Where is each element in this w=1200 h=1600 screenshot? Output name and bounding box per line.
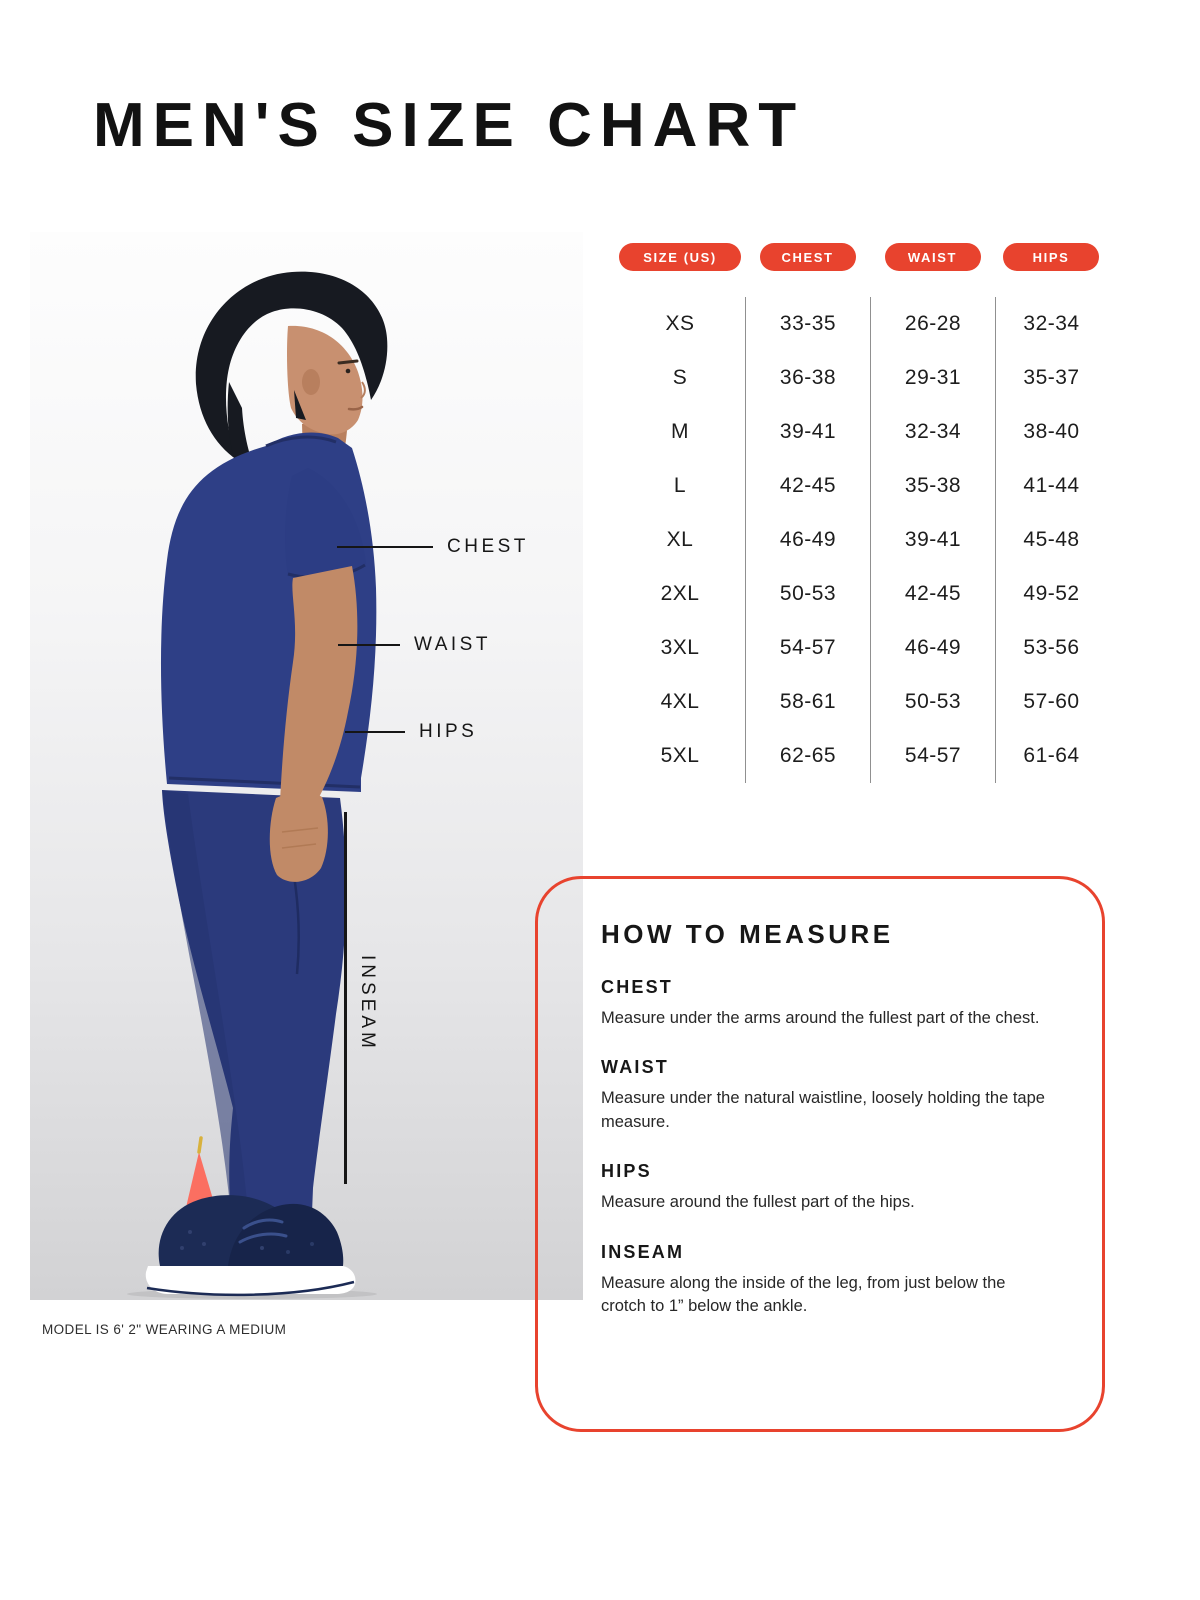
how-to-measure-box (535, 876, 1105, 1432)
size-table (615, 243, 1107, 783)
table-cell-chest: 39-41 (745, 405, 870, 459)
size-table-body (615, 297, 1107, 783)
table-cell-chest: 62-65 (745, 729, 870, 783)
size-table-header (615, 243, 1107, 271)
how-to-measure-title: HOW TO MEASURE (601, 919, 894, 949)
table-cell-chest: 33-35 (745, 297, 870, 351)
table-cell-size: 5XL (660, 744, 700, 767)
page-title: MEN'S SIZE CHART (93, 91, 805, 160)
inseam-label: INSEAM (357, 955, 378, 1052)
how-to-measure-sections (601, 977, 1047, 1319)
measure-section-heading: INSEAM (601, 1241, 685, 1262)
chest-callout (337, 536, 529, 558)
chest-label: CHEST (447, 536, 529, 557)
table-cell-size: M (671, 420, 689, 443)
table-cell-size: S (672, 366, 688, 389)
table-cell-chest: 50-53 (745, 567, 870, 621)
hips-callout (345, 721, 477, 743)
column-header-pill: WAIST (885, 243, 981, 271)
model-photo-panel (30, 232, 583, 1300)
column-header-pill: CHEST (760, 243, 856, 271)
table-row (615, 351, 1107, 405)
table-row (615, 567, 1107, 621)
table-cell-size: 2XL (660, 582, 700, 605)
table-cell-chest: 46-49 (745, 513, 870, 567)
table-row (615, 675, 1107, 729)
table-cell-waist: 42-45 (870, 567, 995, 621)
table-cell-waist: 35-38 (870, 459, 995, 513)
table-cell-waist: 32-34 (870, 405, 995, 459)
measure-section-heading: WAIST (601, 1057, 669, 1078)
table-cell-size: L (673, 474, 687, 497)
table-row (615, 513, 1107, 567)
table-cell-hips: 45-48 (995, 513, 1107, 567)
table-cell-hips: 35-37 (995, 351, 1107, 405)
table-cell-waist: 50-53 (870, 675, 995, 729)
waist-callout (338, 634, 491, 656)
hips-label: HIPS (419, 721, 478, 742)
header-cell (995, 243, 1107, 271)
model-caption: MODEL IS 6' 2" WEARING A MEDIUM (42, 1322, 287, 1337)
column-header-pill: HIPS (1003, 243, 1099, 271)
measure-section-text: Measure under the natural waistline, loosely holding the tape measure. (601, 1089, 1045, 1131)
table-cell-size: 3XL (660, 636, 700, 659)
table-cell-hips: 49-52 (995, 567, 1107, 621)
hips-pointer-line (345, 731, 405, 733)
header-cell (745, 243, 870, 271)
measure-section (601, 1242, 1047, 1319)
table-cell-hips: 41-44 (995, 459, 1107, 513)
chest-pointer-line (337, 546, 433, 548)
table-cell-chest: 36-38 (745, 351, 870, 405)
waist-pointer-line (338, 644, 400, 646)
table-row (615, 729, 1107, 783)
header-cell (615, 243, 745, 271)
measure-section (601, 1057, 1047, 1134)
model-illustration (30, 232, 583, 1300)
measure-section-heading: HIPS (601, 1161, 652, 1182)
table-cell-chest: 54-57 (745, 621, 870, 675)
table-cell-size: XL (666, 528, 694, 551)
measure-section (601, 977, 1047, 1030)
table-row (615, 405, 1107, 459)
measure-section-text: Measure along the inside of the leg, from just below the crotch to 1” below the ankle. (601, 1273, 1006, 1316)
table-cell-chest: 42-45 (745, 459, 870, 513)
measure-section (601, 1161, 1047, 1214)
table-cell-waist: 54-57 (870, 729, 995, 783)
waist-label: WAIST (414, 634, 491, 655)
header-cell (870, 243, 995, 271)
table-row (615, 621, 1107, 675)
table-cell-size: 4XL (660, 690, 700, 713)
measure-section-text: Measure under the arms around the fullest part of the chest. (601, 1009, 1040, 1027)
table-cell-waist: 39-41 (870, 513, 995, 567)
table-cell-waist: 29-31 (870, 351, 995, 405)
table-row (615, 459, 1107, 513)
table-cell-hips: 61-64 (995, 729, 1107, 783)
table-cell-waist: 46-49 (870, 621, 995, 675)
inseam-pointer-line (344, 812, 347, 1184)
table-cell-chest: 58-61 (745, 675, 870, 729)
table-cell-hips: 38-40 (995, 405, 1107, 459)
table-cell-hips: 57-60 (995, 675, 1107, 729)
measure-section-heading: CHEST (601, 977, 674, 997)
measure-section-text: Measure around the fullest part of the hips. (601, 1193, 915, 1212)
table-row (615, 297, 1107, 351)
column-header-pill: SIZE (US) (619, 243, 741, 271)
table-cell-hips: 53-56 (995, 621, 1107, 675)
table-cell-hips: 32-34 (995, 297, 1107, 351)
table-cell-size: XS (665, 312, 695, 335)
table-cell-waist: 26-28 (870, 297, 995, 351)
